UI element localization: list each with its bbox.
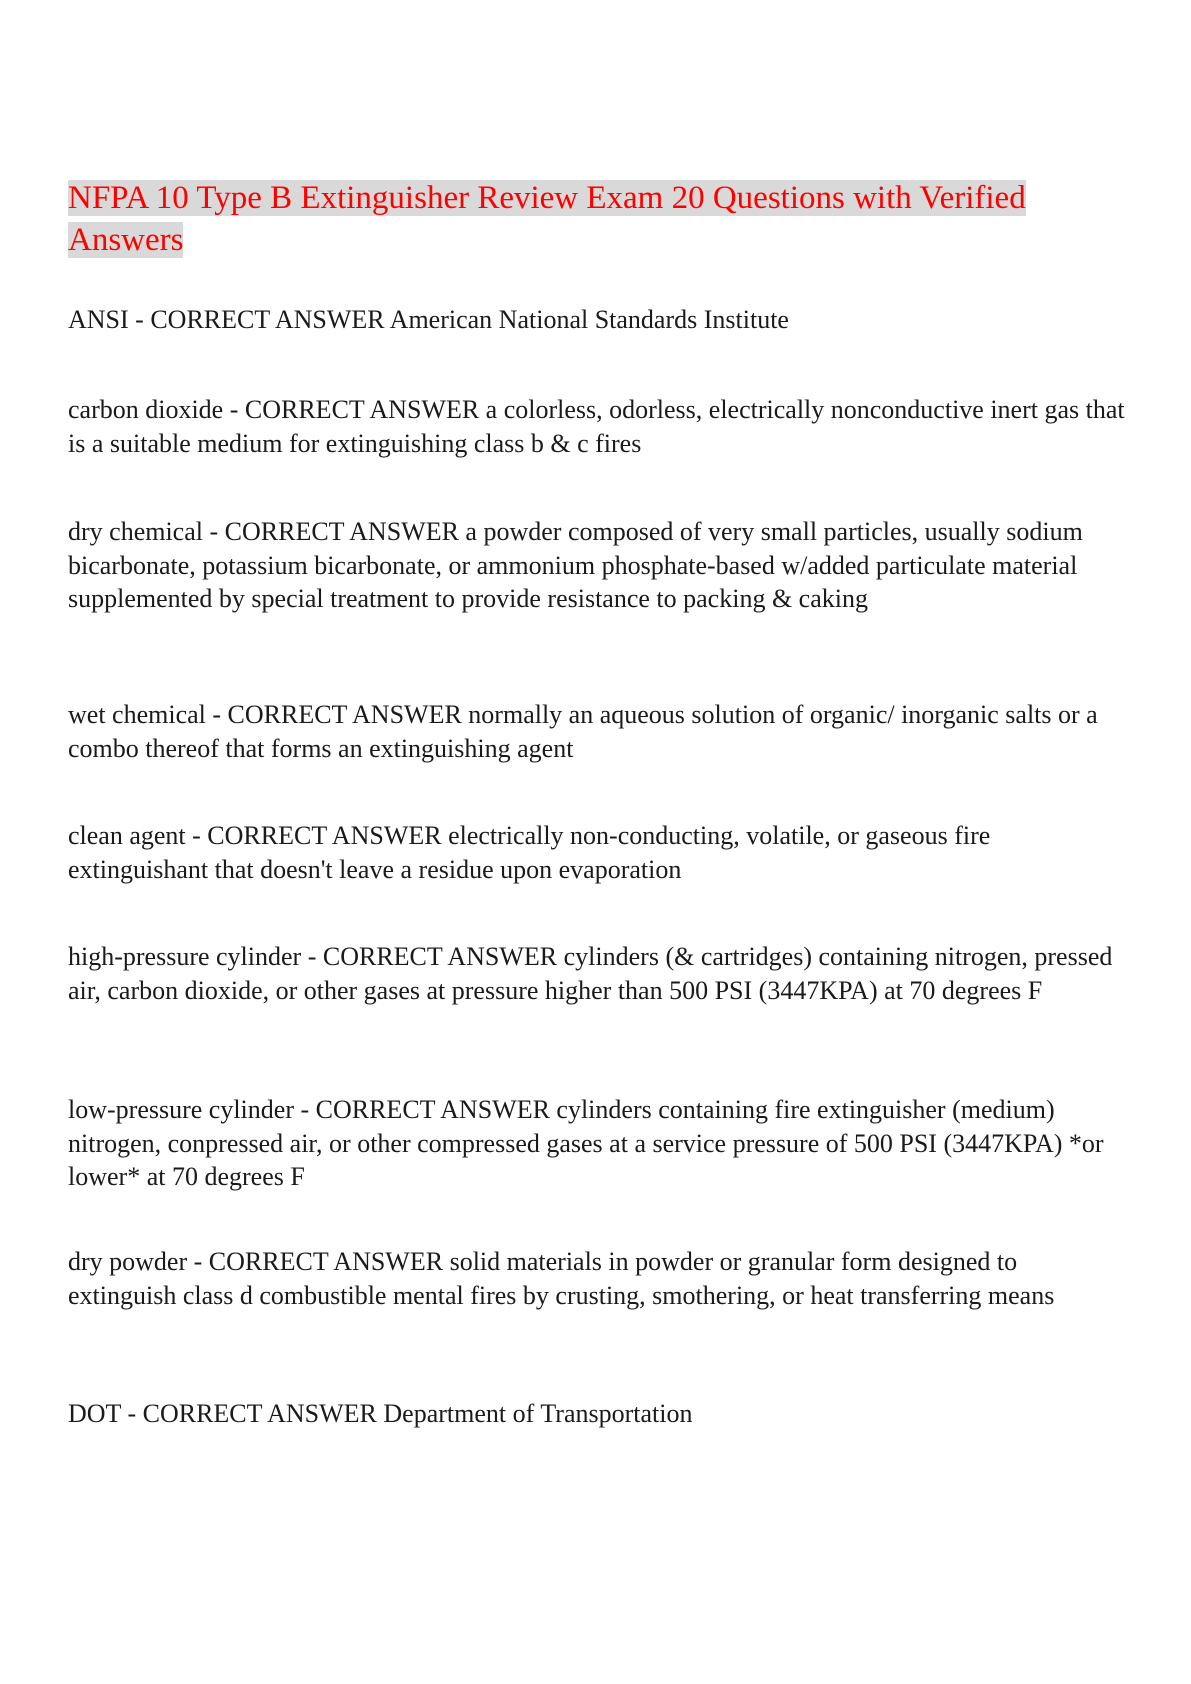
entry-clean-agent: clean agent - CORRECT ANSWER electrically non-conducting, volatile, or gaseous fire extinguishant that doesn't leave a residue upon evaporation	[68, 821, 991, 884]
entry-dry-chemical: dry chemical - CORRECT ANSWER a powder composed of very small particles, usually sodium bicarbonate, potassium bicarbonate, or ammonium phosphate-based w/added particulate material supplemented by special treatment to provide resistance to packing & caking	[68, 517, 1083, 613]
entry-wet-chemical: wet chemical - CORRECT ANSWER normally an aqueous solution of organic/ inorganic salts or a combo thereof that forms an extinguishing agent	[68, 700, 1098, 763]
entry-dry-powder: dry powder - CORRECT ANSWER solid materials in powder or granular form designed to extinguish class d combustible mental fires by crusting, smothering, or heat transferring means	[68, 1247, 1055, 1310]
title-highlight: NFPA 10 Type B Extinguisher Review Exam 20 Questions with Verified Answers	[68, 180, 1026, 258]
entry-dot: DOT - CORRECT ANSWER Department of Transportation	[68, 1399, 693, 1428]
entry-low-pressure-cylinder: low-pressure cylinder - CORRECT ANSWER cylinders containing fire extinguisher (medium) nitrogen, conpressed air, or other compressed gases at a service pressure of 500 PSI (3447KPA) *or lower* at 70 degrees F	[68, 1095, 1104, 1191]
entry-carbon-dioxide: carbon dioxide - CORRECT ANSWER a colorless, odorless, electrically nonconductive inert gas that is a suitable medium for extinguishing class b & c fires	[68, 395, 1125, 458]
document-title	[68, 177, 1128, 261]
entry-ansi: ANSI - CORRECT ANSWER American National Standards Institute	[68, 305, 789, 334]
entry-high-pressure-cylinder: high-pressure cylinder - CORRECT ANSWER cylinders (& cartridges) containing nitrogen, pressed air, carbon dioxide, or other gases at pressure higher than 500 PSI (3447KPA) at 70 degrees F	[68, 942, 1113, 1005]
